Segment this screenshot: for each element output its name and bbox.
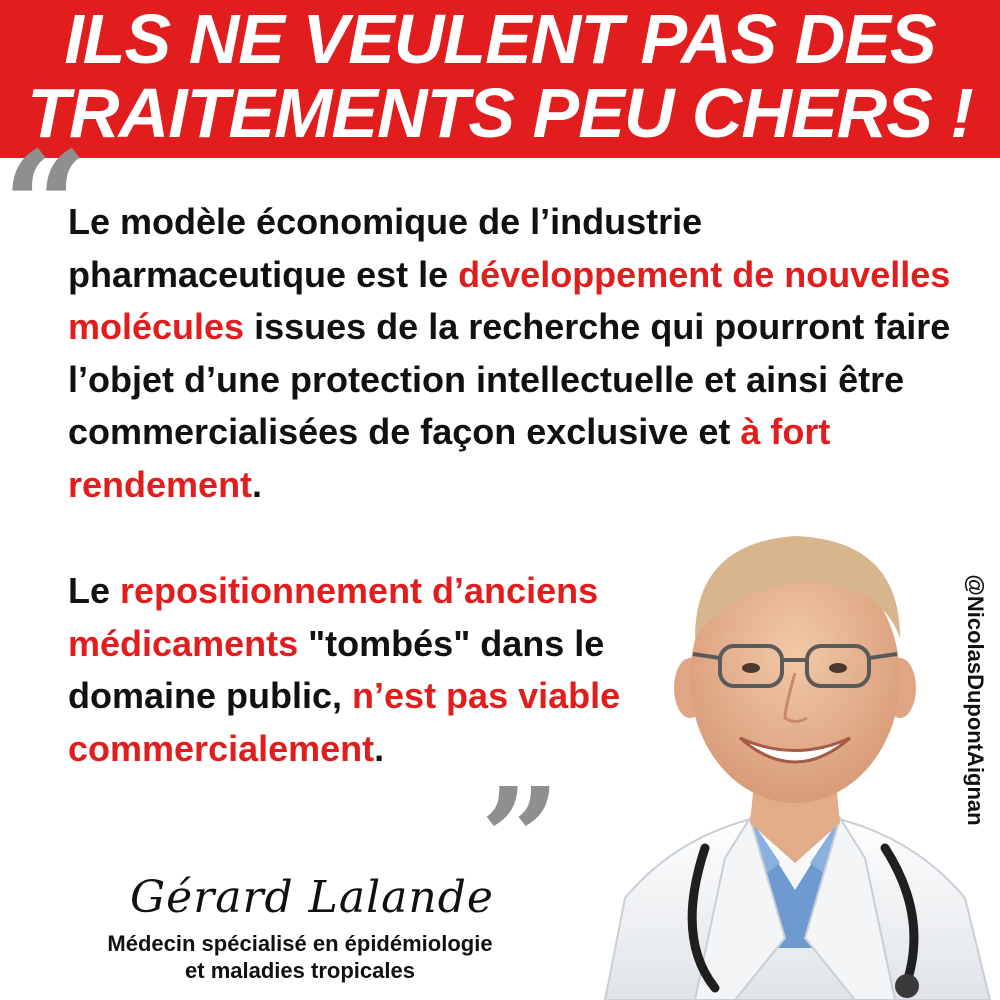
author-title: Médecin spécialisé en épidémiologie bbox=[107, 931, 493, 956]
quote-text: Le bbox=[68, 570, 121, 611]
quote-paragraph-1 bbox=[68, 196, 968, 511]
quote-text: . bbox=[252, 463, 263, 505]
author-title-line2: et maladies tropicales bbox=[185, 958, 415, 983]
quote-paragraph-2 bbox=[68, 565, 668, 775]
quote-text: . bbox=[374, 727, 385, 769]
quote-text: Le modèle économique de l’industrie pharmaceutique est le bbox=[68, 201, 703, 295]
quote-text: issues de la recherche qui pourront faire l’objet d’une protection intellectuelle et ainsi être commercialisées de façon exclusive et bbox=[68, 306, 951, 452]
author-caption bbox=[40, 930, 560, 984]
quote-highlight: n’est pas viable commercialement bbox=[68, 675, 621, 769]
author-signature: Gérard Lalande bbox=[130, 872, 494, 923]
close-quote-mark: ” bbox=[480, 758, 561, 922]
quote-text: "tombés" dans le domaine public, bbox=[68, 622, 605, 716]
quote-highlight: repositionnement d’anciens médicaments bbox=[68, 570, 599, 664]
quote-highlight: à fort rendement bbox=[68, 411, 831, 505]
quote-highlight: développement de nouvelles molécules bbox=[68, 253, 951, 347]
social-handle: @NicolasDupontAignan bbox=[963, 574, 988, 826]
open-quote-mark: “ bbox=[2, 119, 89, 295]
headline-banner bbox=[0, 0, 1000, 158]
headline: ILS NE VEULENT PAS DES TRAITEMENTS PEU CHERS ! bbox=[27, 0, 973, 152]
author-portrait bbox=[585, 518, 1000, 1000]
